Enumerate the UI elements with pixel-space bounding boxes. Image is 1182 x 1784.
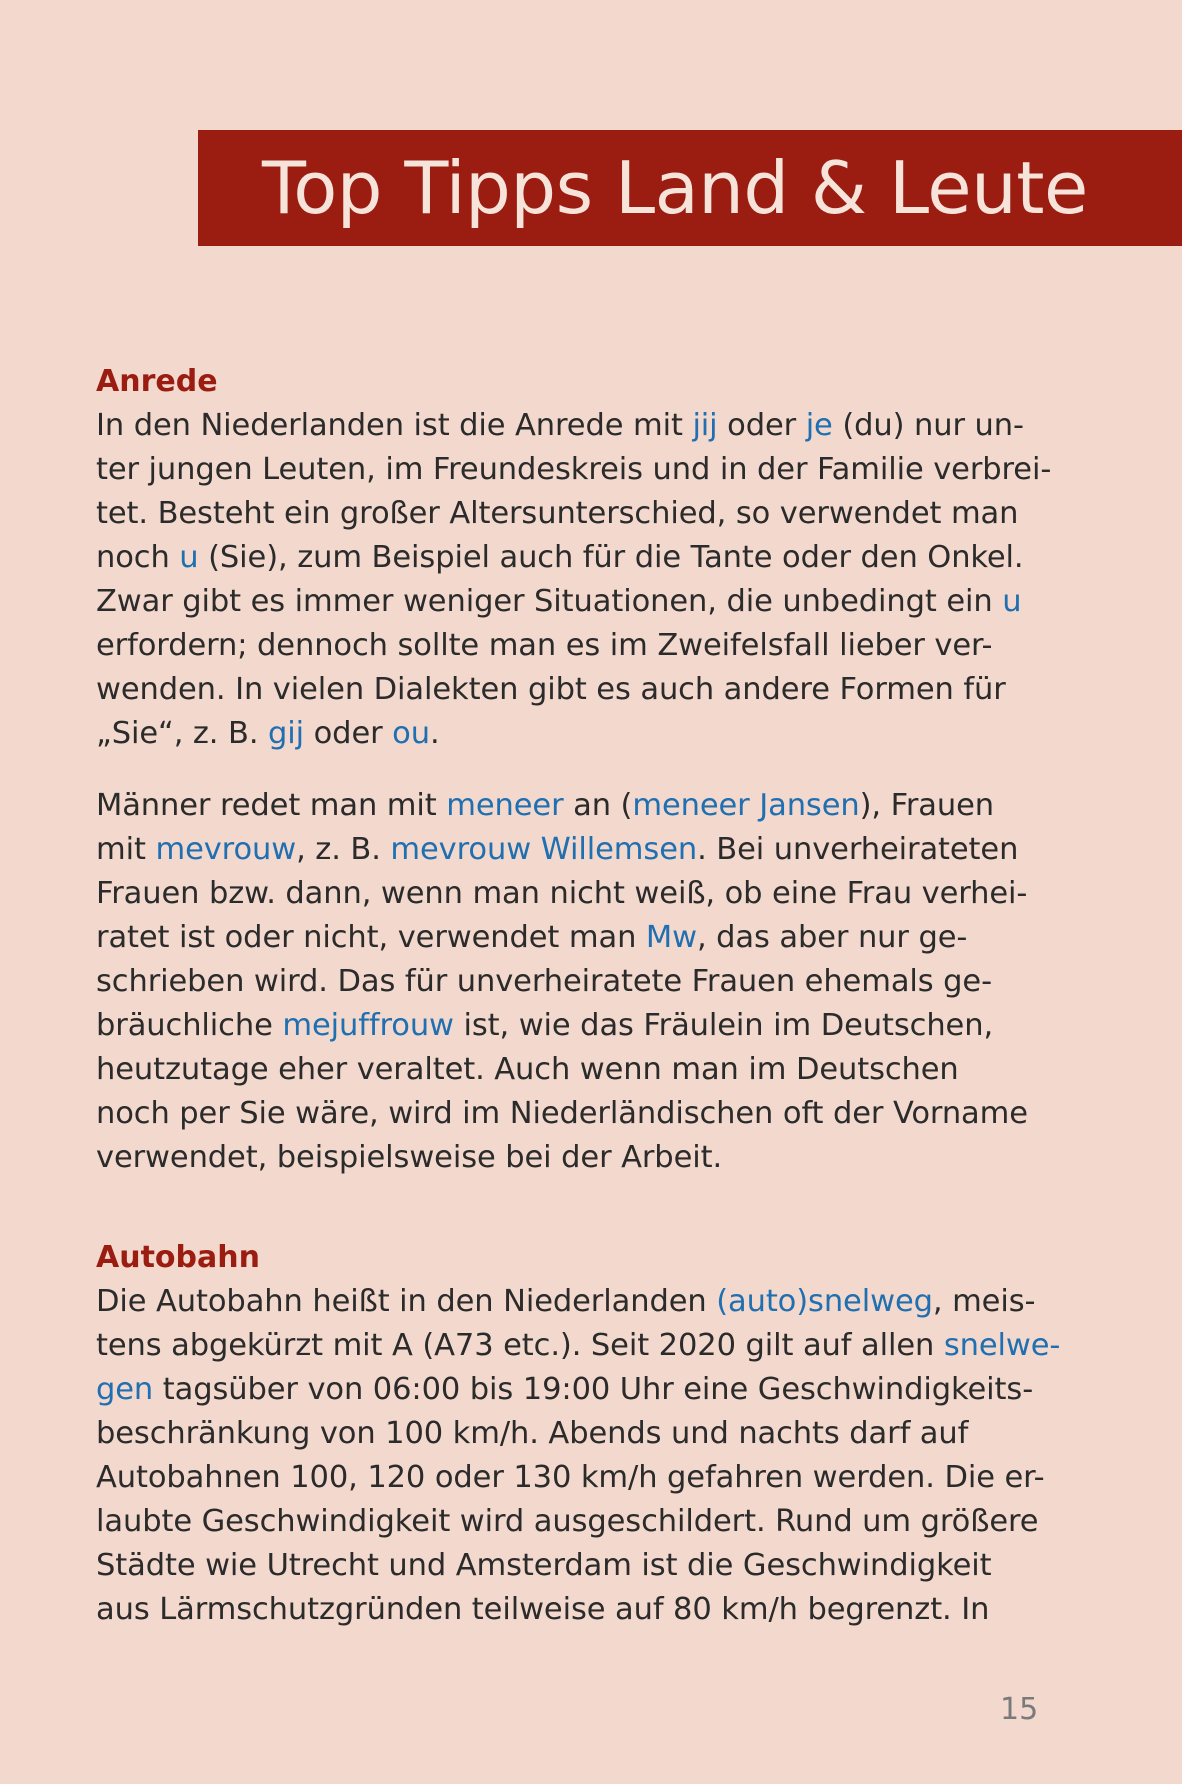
dutch-term: u (1002, 584, 1022, 619)
page-title: Top Tipps Land & Leute (262, 146, 1088, 230)
text-line (96, 536, 1076, 580)
text-line (96, 580, 1076, 624)
text-line (96, 1324, 1076, 1368)
section-heading: Autobahn (96, 1240, 260, 1275)
text-line (96, 916, 1076, 960)
text-line (96, 1136, 1076, 1180)
text-run: In den Niederlanden ist die Anrede mit (96, 408, 693, 443)
text-line (96, 1544, 1076, 1588)
text-run: laubte Geschwindigkeit wird ausgeschildert. Rund um größere (96, 1504, 1039, 1539)
text-run: oder (717, 408, 806, 443)
text-line (96, 1456, 1076, 1500)
content (96, 360, 1076, 1632)
text-run: , z. B. (296, 832, 391, 867)
text-line (96, 1280, 1076, 1324)
section-autobahn (96, 1236, 1076, 1632)
text-line (96, 960, 1076, 1004)
dutch-term: Mw (645, 920, 697, 955)
text-run: Autobahnen 100, 120 oder 130 km/h gefahren werden. Die er- (96, 1460, 1045, 1495)
dutch-term: gen (96, 1372, 154, 1407)
section-heading: Anrede (96, 364, 218, 399)
text-run: (Sie), zum Beispiel auch für die Tante oder den Onkel. (198, 540, 1024, 575)
text-run: heutzutage eher veraltet. Auch wenn man im Deutschen (96, 1052, 959, 1087)
text-run: Städte wie Utrecht und Amsterdam ist die Geschwindigkeit (96, 1548, 992, 1583)
dutch-term: mejuffrouw (282, 1008, 454, 1043)
text-line (96, 668, 1076, 712)
text-line (96, 1588, 1076, 1632)
paragraph (96, 784, 1076, 1180)
title-band (198, 130, 1182, 246)
text-run: oder (304, 716, 393, 751)
text-run: schrieben wird. Das für unverheiratete Frauen ehemals ge- (96, 964, 993, 999)
text-run: , das aber nur ge- (696, 920, 968, 955)
text-run: aus Lärmschutzgründen teilweise auf 80 km/h begrenzt. In (96, 1592, 990, 1627)
text-run: beschränkung von 100 km/h. Abends und nachts darf auf (96, 1416, 969, 1451)
text-run: Zwar gibt es immer weniger Situationen, die unbedingt ein (96, 584, 1003, 619)
dutch-term: snelwe- (943, 1328, 1061, 1363)
text-run: „Sie“, z. B. (96, 716, 269, 751)
text-run: an ( (563, 788, 633, 823)
text-run: . (429, 716, 440, 751)
text-line (96, 1368, 1076, 1412)
text-line (96, 1412, 1076, 1456)
text-run: tagsüber von 06:00 bis 19:00 Uhr eine Geschwindigkeits- (153, 1372, 1034, 1407)
dutch-term: mevrouw Willemsen (390, 832, 698, 867)
page-number: 15 (1000, 1692, 1039, 1727)
text-line (96, 492, 1076, 536)
text-run: noch (96, 540, 180, 575)
dutch-term: ou (392, 716, 430, 751)
text-run: ratet ist oder nicht, verwendet man (96, 920, 646, 955)
text-run: . Bei unverheirateten (697, 832, 1019, 867)
section-gap (96, 1180, 1076, 1236)
paragraph-gap (96, 756, 1076, 784)
text-line (96, 784, 1076, 828)
text-line (96, 448, 1076, 492)
text-line (96, 1092, 1076, 1136)
text-line (96, 1048, 1076, 1092)
text-line (96, 404, 1076, 448)
text-run: (du) nur un- (832, 408, 1024, 443)
dutch-term: gij (268, 716, 305, 751)
text-run: Frauen bzw. dann, wenn man nicht weiß, ob eine Frau verhei- (96, 876, 1028, 911)
text-run: ), Frauen (859, 788, 994, 823)
text-line (96, 624, 1076, 668)
text-run: bräuchliche (96, 1008, 283, 1043)
dutch-term: u (179, 540, 199, 575)
text-run: verwendet, beispielsweise bei der Arbeit. (96, 1140, 723, 1175)
dutch-term: (auto)snelweg (716, 1284, 933, 1319)
text-line (96, 1500, 1076, 1544)
text-run: noch per Sie wäre, wird im Niederländischen oft der Vorname (96, 1096, 1028, 1131)
section-anrede (96, 360, 1076, 1180)
text-run: mit (96, 832, 156, 867)
dutch-term: meneer Jansen (632, 788, 860, 823)
text-line (96, 712, 1076, 756)
text-run: wenden. In vielen Dialekten gibt es auch andere Formen für (96, 672, 1006, 707)
text-run: Männer redet man mit (96, 788, 447, 823)
text-run: , meis- (932, 1284, 1036, 1319)
text-run: ist, wie das Fräulein im Deutschen, (453, 1008, 994, 1043)
paragraph (96, 404, 1076, 756)
text-line (96, 872, 1076, 916)
dutch-term: je (805, 408, 833, 443)
text-run: ter jungen Leuten, im Freundeskreis und in der Familie verbrei- (96, 452, 1052, 487)
text-run: erfordern; dennoch sollte man es im Zweifelsfall lieber ver- (96, 628, 993, 663)
dutch-term: jij (692, 408, 718, 443)
text-run: Die Autobahn heißt in den Niederlanden (96, 1284, 717, 1319)
dutch-term: meneer (446, 788, 564, 823)
text-run: tet. Besteht ein großer Altersunterschied, so verwendet man (96, 496, 1019, 531)
dutch-term: mevrouw (155, 832, 297, 867)
text-line (96, 1004, 1076, 1048)
text-line (96, 828, 1076, 872)
paragraph (96, 1280, 1076, 1632)
text-run: tens abgekürzt mit A (A73 etc.). Seit 2020 gilt auf allen (96, 1328, 944, 1363)
